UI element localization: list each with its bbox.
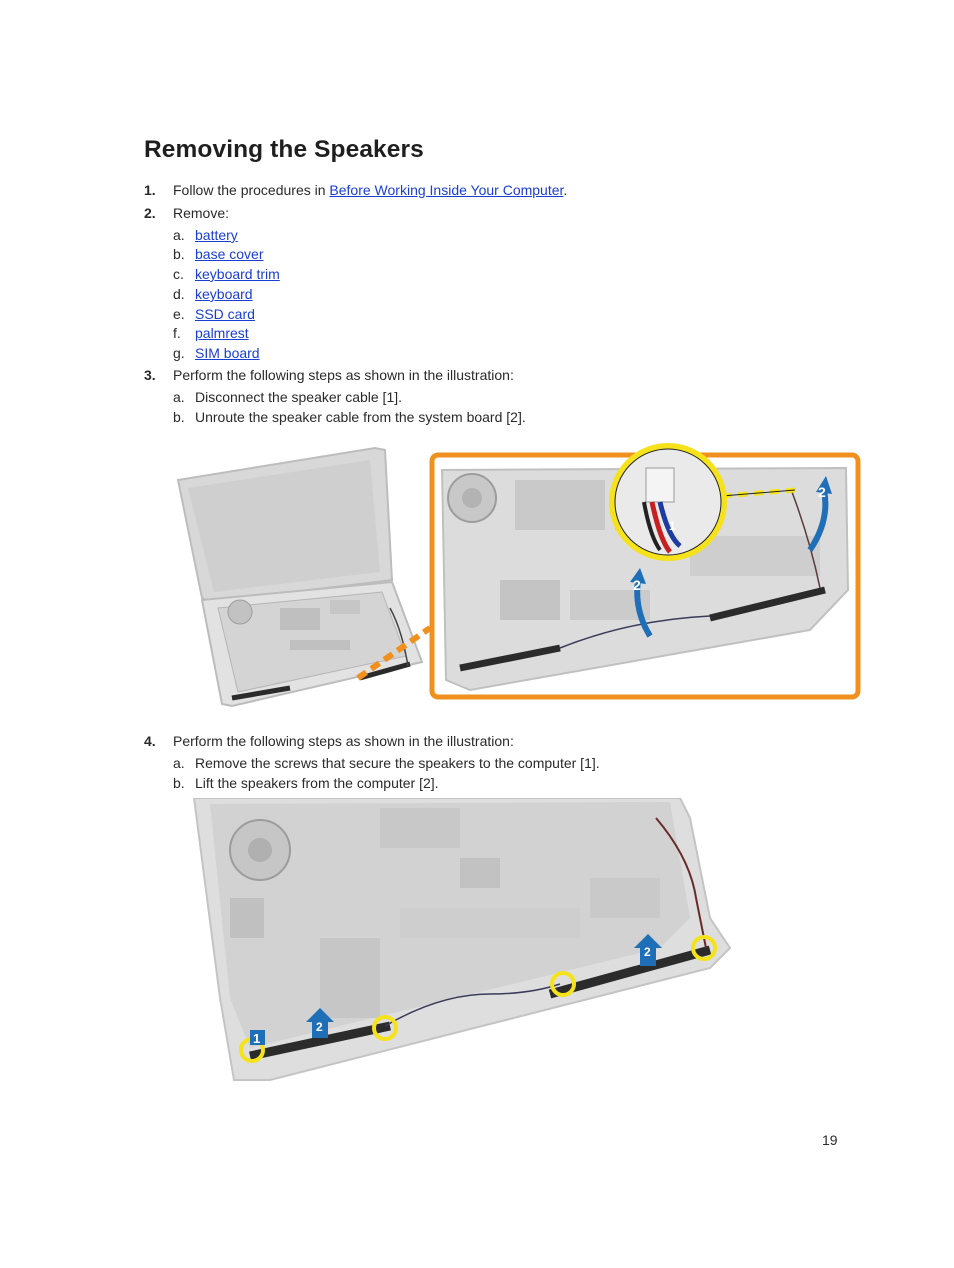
item-text: Remove the screws that secure the speakers to the computer [1]. [195, 755, 600, 771]
step-text-suffix: . [563, 182, 568, 198]
item-letter: e. [173, 306, 185, 322]
callout-2: 2 [633, 577, 641, 593]
step-text-prefix: Follow the procedures in [173, 182, 330, 198]
step-number: 1. [144, 182, 156, 198]
link-keyboard[interactable]: keyboard [195, 286, 253, 302]
callout-1: 1 [669, 519, 676, 533]
laptop-overview [178, 448, 430, 706]
step-text [173, 181, 567, 199]
callout-2: 2 [316, 1020, 323, 1034]
item-text: Lift the speakers from the computer [2]. [195, 775, 439, 791]
link-base-cover[interactable]: base cover [195, 246, 264, 262]
item-text: Disconnect the speaker cable [1]. [195, 389, 403, 405]
callout-2: 2 [644, 945, 651, 959]
item-letter: a. [173, 389, 185, 405]
step-text: Perform the following steps as shown in the illustration: [173, 367, 514, 383]
step-text: Remove: [173, 205, 230, 221]
item-letter: f. [173, 325, 181, 341]
link-before-working[interactable]: Before Working Inside Your Computer [329, 182, 564, 198]
page-number: 19 [822, 1132, 838, 1148]
callout-1: 1 [253, 1031, 261, 1046]
speaker-cable-illustration [170, 440, 864, 712]
step-number: 3. [144, 367, 156, 383]
callout-2: 2 [818, 484, 826, 500]
link-battery[interactable]: battery [195, 227, 238, 243]
item-letter: a. [173, 227, 185, 243]
speaker-removal-illustration [190, 798, 740, 1084]
link-keyboard-trim[interactable]: keyboard trim [195, 266, 280, 282]
step-number: 4. [144, 733, 156, 749]
page-title: Removing the Speakers [144, 136, 424, 163]
item-letter: b. [173, 775, 185, 791]
item-letter: c. [173, 266, 184, 282]
item-letter: d. [173, 286, 185, 302]
link-ssd-card[interactable]: SSD card [195, 306, 255, 322]
step-number: 2. [144, 205, 156, 221]
zoomed-view [432, 446, 858, 697]
item-letter: b. [173, 409, 185, 425]
link-palmrest[interactable]: palmrest [195, 325, 249, 341]
item-text: Unroute the speaker cable from the system board [2]. [195, 409, 526, 425]
item-letter: b. [173, 246, 185, 262]
item-letter: g. [173, 345, 185, 361]
item-letter: a. [173, 755, 185, 771]
link-sim-board[interactable]: SIM board [195, 345, 260, 361]
step-text: Perform the following steps as shown in the illustration: [173, 733, 514, 749]
